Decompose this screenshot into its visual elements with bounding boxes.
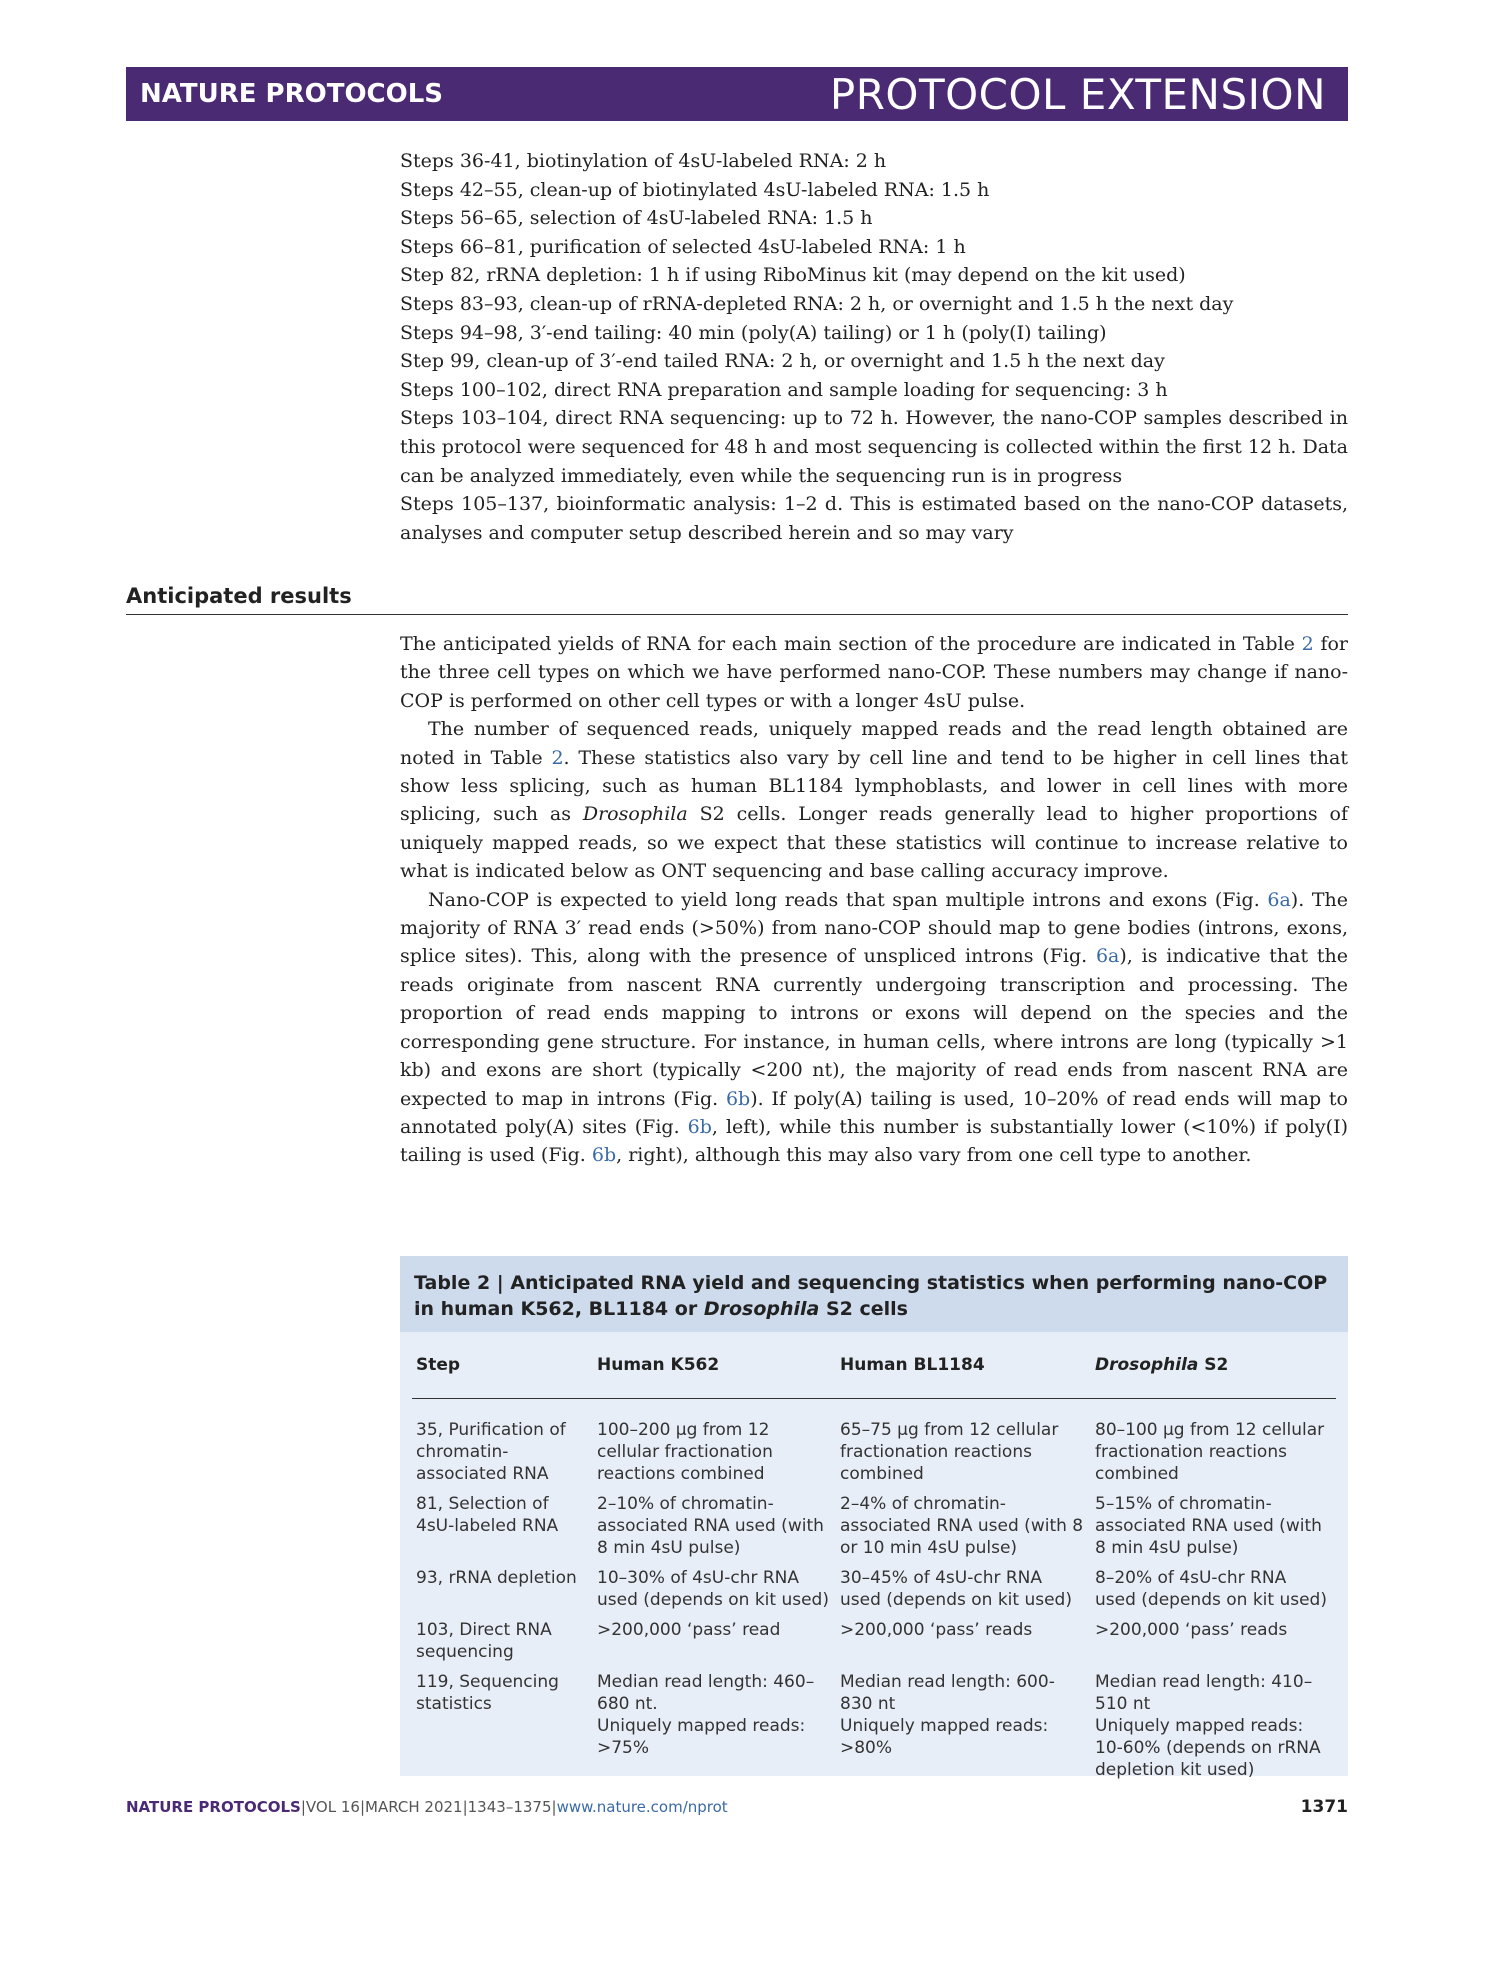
separator: |: [359, 1798, 365, 1816]
article-type: PROTOCOL EXTENSION: [829, 69, 1326, 119]
column-header: Human BL1184: [836, 1346, 1091, 1399]
text: Nano-COP is expected to yield long reads that span multiple introns and exons (Fig.: [428, 888, 1268, 911]
table-cell: >200,000 ‘pass’ reads: [1095, 1620, 1288, 1640]
table-cell: 65–75 µg from 12 cellular fractionation reactions combined: [840, 1420, 1059, 1484]
page-number: 1371: [1300, 1797, 1348, 1817]
footer-date: MARCH 2021: [365, 1798, 463, 1816]
table-cell: 80–100 µg from 12 cellular fractionation reactions combined: [1095, 1420, 1325, 1484]
table-cell: 103, Direct RNA sequencing: [416, 1620, 552, 1662]
timing-item: Step 99, clean-up of 3′-end tailed RNA: 2 h, or overnight and 1.5 h the next day: [400, 350, 1165, 373]
text: Table 2 | Anticipated RNA yield and sequencing statistics when performing nano-COP in human K562, BL1184 or: [414, 1272, 1328, 1320]
table-cell: 30–45% of 4sU-chr RNA used (depends on kit used): [840, 1568, 1072, 1610]
text: ), is indicative that the reads originate from nascent RNA currently undergoing transcription and processing. The proportion of read ends mapping to introns or exons will depend on the species and the corresponding gene structure. For instance, in human cells, where introns are long (typically >1 kb) and exons are short (typically <200 nt), the majority of read ends from nascent RNA are expected to map in introns (Fig.: [400, 945, 1348, 1110]
footer-url-link[interactable]: www.nature.com/nprot: [556, 1798, 728, 1816]
timing-list: [400, 147, 1348, 547]
timing-item: Steps 42–55, clean-up of biotinylated 4sU-labeled RNA: 1.5 h: [400, 178, 990, 201]
table-cell: >200,000 ‘pass’ reads: [840, 1620, 1033, 1640]
footer-volume: VOL 16: [305, 1798, 360, 1816]
results-table: [412, 1346, 1336, 1789]
table-cell: 5–15% of chromatin-associated RNA used (with 8 min 4sU pulse): [1095, 1494, 1322, 1558]
anticipated-results-body: [400, 630, 1348, 1170]
page-footer: [126, 1798, 728, 1816]
cell-line: Median read length: 460–680 nt.: [597, 1672, 815, 1714]
table-row: [412, 1493, 1336, 1567]
table-2: [400, 1256, 1348, 1780]
table-cell: 10–30% of 4sU-chr RNA used (depends on kit used): [597, 1568, 829, 1610]
timing-item: Steps 36-41, biotinylation of 4sU-labeled RNA: 2 h: [400, 150, 887, 172]
figure-ref-link[interactable]: 6a: [1095, 945, 1120, 968]
separator: |: [300, 1798, 306, 1816]
paragraph: [400, 715, 1348, 885]
text: ). The majority of RNA 3′ read ends (>50%) from nano-COP should map to gene bodies (introns, exons, splice sites). This, along with the presence of unspliced introns (Fig.: [400, 888, 1348, 968]
table-cell: 2–10% of chromatin-associated RNA used (with 8 min 4sU pulse): [597, 1494, 824, 1558]
column-header: Human K562: [593, 1346, 836, 1399]
timing-item: Step 82, rRNA depletion: 1 h if using RiboMinus kit (may depend on the kit used): [400, 264, 1186, 287]
journal-name: NATURE PROTOCOLS: [140, 79, 444, 109]
separator: |: [551, 1798, 557, 1816]
table-cell: 8–20% of 4sU-chr RNA used (depends on kit used): [1095, 1568, 1327, 1610]
species-italic: Drosophila: [1095, 1355, 1199, 1375]
column-header: [1091, 1346, 1336, 1399]
figure-ref-link[interactable]: 6a: [1267, 888, 1291, 911]
cell-line: Median read length: 410–510 nt: [1095, 1672, 1313, 1714]
text: ). If poly(A) tailing is used, 10–20% of read ends will map to annotated poly(A) sites (Fig.: [400, 1087, 1348, 1138]
text: S2 cells. Longer reads generally lead to higher proportions of uniquely mapped reads, so we expect that these statistics will continue to increase relative to what is indicated below as ONT sequencing and base calling accuracy improve.: [400, 803, 1348, 883]
table-caption: [400, 1256, 1348, 1332]
table-cell: [836, 1671, 1091, 1789]
cell-line: Uniquely mapped reads: >80%: [840, 1716, 1049, 1758]
timing-item: Steps 56–65, selection of 4sU-labeled RNA: 1.5 h: [400, 207, 873, 230]
timing-item: Steps 94–98, 3′-end tailing: 40 min (poly(A) tailing) or 1 h (poly(I) tailing): [400, 321, 1107, 344]
table-row: [412, 1399, 1336, 1494]
text: The number of sequenced reads, uniquely mapped reads and the read length obtained are noted in Table: [400, 718, 1348, 769]
timing-item: Steps 105–137, bioinformatic analysis: 1–2 d. This is estimated based on the nano-COP datasets, analyses and computer setup described herein and so may vary: [400, 493, 1348, 544]
paragraph: [400, 630, 1348, 715]
table-cell: 35, Purification of chromatin-associated RNA: [416, 1420, 566, 1484]
table-ref-link[interactable]: 2: [551, 746, 564, 769]
text: , left), while this number is substantially lower (<10%) if poly(I) tailing is used (Fig.: [400, 1115, 1348, 1167]
text: . These statistics also vary by cell line and tend to be higher in cell lines that show less splicing, such as human BL1184 lymphoblasts, and lower in cell lines with more splicing, such as: [400, 746, 1348, 826]
journal-header-bar: [126, 67, 1348, 121]
paragraph: [400, 886, 1348, 1170]
text: The anticipated yields of RNA for each main section of the procedure are indicated in Table: [400, 633, 1302, 655]
footer-journal: NATURE PROTOCOLS: [126, 1798, 301, 1816]
section-divider: [126, 614, 1348, 615]
table-row: [412, 1567, 1336, 1619]
table-cell: 119, Sequencing statistics: [416, 1672, 559, 1714]
timing-item: Steps 103–104, direct RNA sequencing: up to 72 h. However, the nano-COP samples described in this protocol were sequenced for 48 h and most sequencing is collected within the first 12 h. Data can be analyzed immediately, even while the sequencing run is in progress: [400, 407, 1348, 487]
cell-line: Median read length: 600-830 nt: [840, 1672, 1055, 1714]
table-row: [412, 1619, 1336, 1671]
table-cell: 2–4% of chromatin-associated RNA used (with 8 or 10 min 4sU pulse): [840, 1494, 1084, 1558]
text: S2: [1198, 1355, 1229, 1375]
table-cell: 100–200 µg from 12 cellular fractionation reactions combined: [597, 1420, 773, 1484]
section-heading: Anticipated results: [126, 584, 352, 608]
text: for the three cell types on which we have performed nano-COP. These numbers may change if nano-COP is performed on other cell types or with a longer 4sU pulse.: [400, 633, 1349, 712]
table-cell: 93, rRNA depletion: [416, 1568, 577, 1588]
species-italic: Drosophila: [582, 803, 688, 826]
table-cell: >200,000 ‘pass’ read: [597, 1620, 781, 1640]
table-row: [412, 1671, 1336, 1789]
column-header: Step: [412, 1346, 593, 1399]
figure-ref-link[interactable]: 6b: [687, 1115, 712, 1138]
timing-item: Steps 100–102, direct RNA preparation and sample loading for sequencing: 3 h: [400, 378, 1168, 401]
cell-line: Uniquely mapped reads: >75%: [597, 1716, 806, 1758]
text: S2 cells: [819, 1298, 908, 1320]
cell-line: Uniquely mapped reads: 10-60% (depends on rRNA depletion kit used): [1095, 1716, 1321, 1780]
table-cell: [1091, 1671, 1336, 1789]
table-header-row: [412, 1346, 1336, 1399]
species-italic: Drosophila: [703, 1298, 820, 1320]
separator: |: [462, 1798, 468, 1816]
table-cell: [593, 1671, 836, 1789]
figure-ref-link[interactable]: 6b: [725, 1087, 751, 1110]
timing-item: Steps 66–81, purification of selected 4sU-labeled RNA: 1 h: [400, 235, 966, 258]
figure-ref-link[interactable]: 6b: [591, 1144, 617, 1167]
text: , right), although this may also vary from one cell type to another.: [616, 1144, 1252, 1167]
timing-item: Steps 83–93, clean-up of rRNA-depleted RNA: 2 h, or overnight and 1.5 h the next day: [400, 292, 1234, 315]
table-ref-link[interactable]: 2: [1301, 633, 1314, 655]
footer-pages: 1343–1375: [467, 1798, 552, 1816]
table-cell: 81, Selection of 4sU-labeled RNA: [416, 1494, 559, 1536]
